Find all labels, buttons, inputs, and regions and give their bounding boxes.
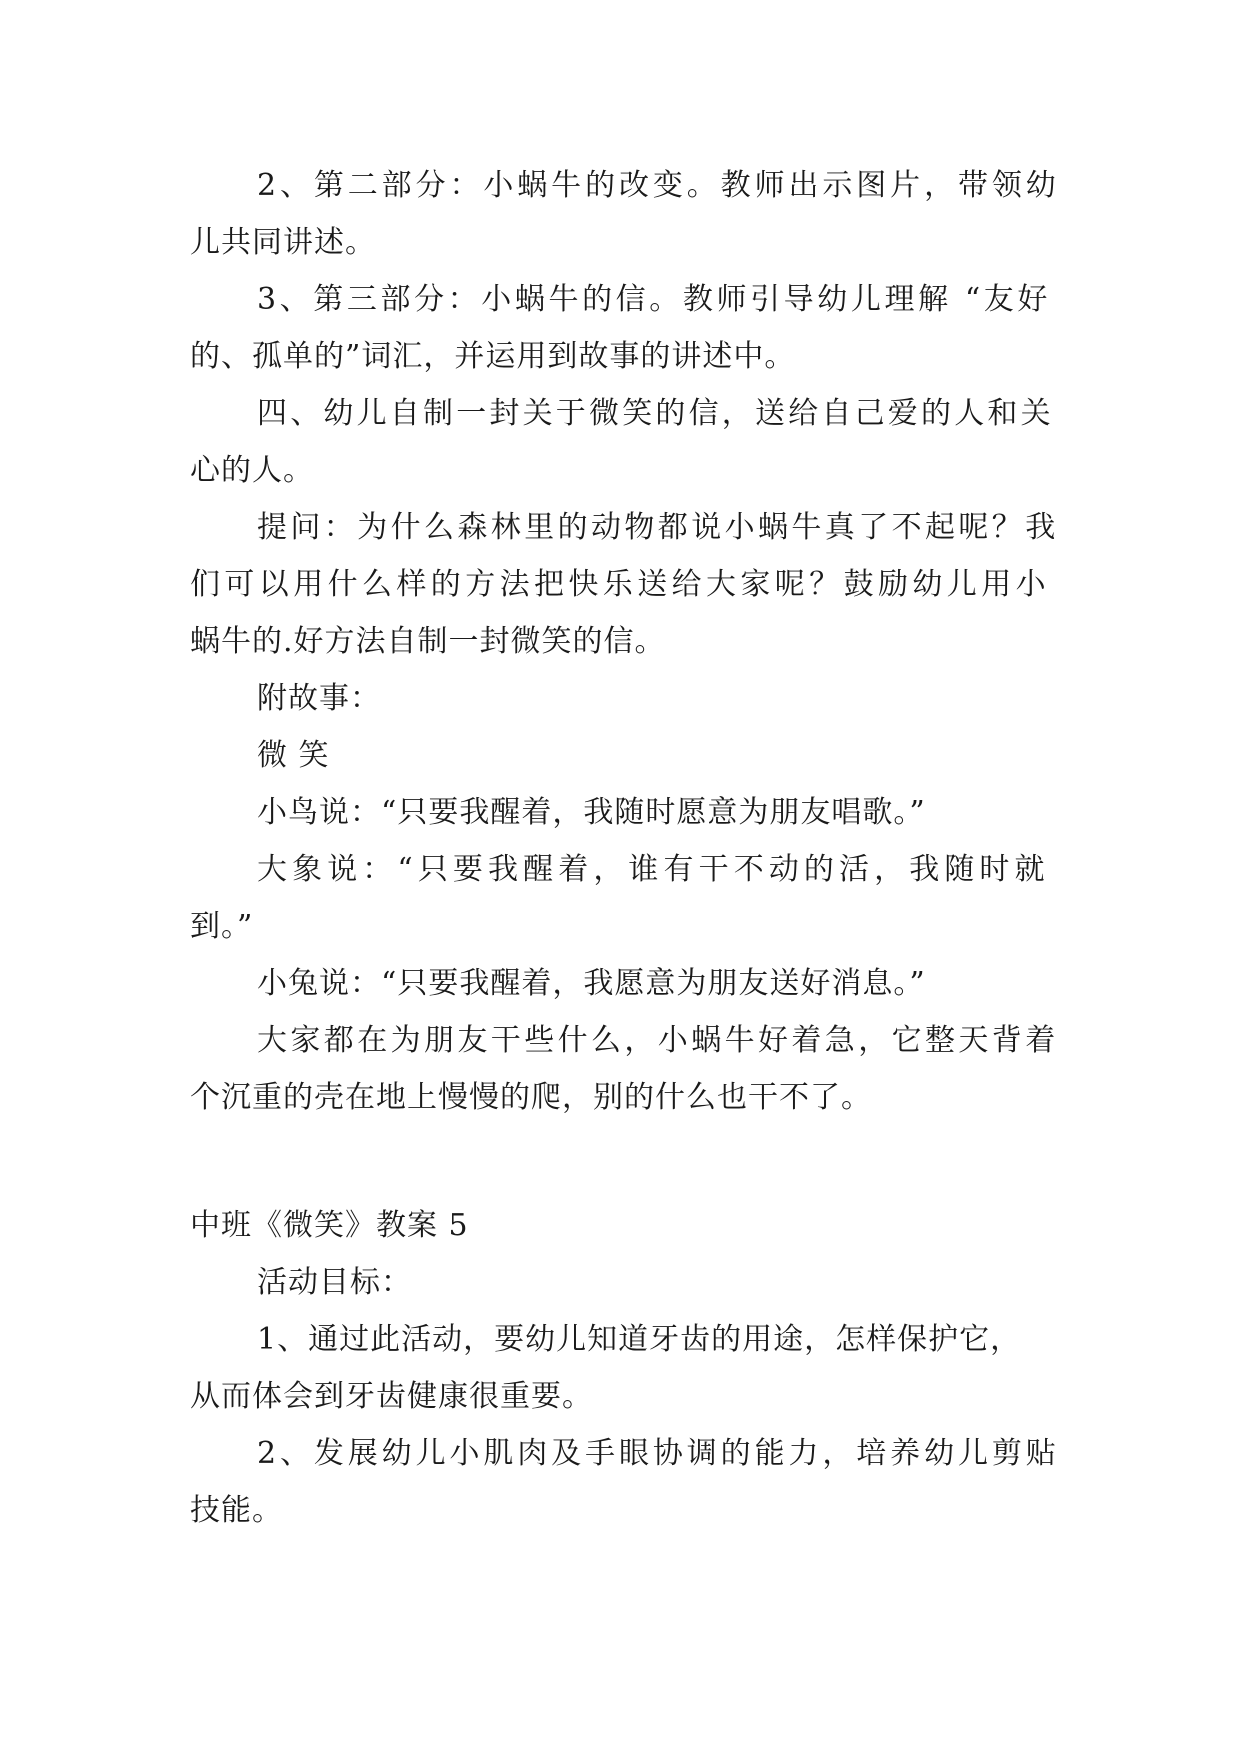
paragraph-line: 们可以用什么样的方法把快乐送给大家呢？鼓励幼儿用小 xyxy=(190,567,1050,602)
paragraph-line: 大家都在为朋友干些什么，小蜗牛好着急，它整天背着 xyxy=(257,1023,1059,1058)
paragraph-line: 3、第三部分：小蜗牛的信。教师引导幼儿理解 “友好 xyxy=(257,282,1051,317)
paragraph-line: 附故事： xyxy=(257,681,381,716)
paragraph-line: 到。” xyxy=(190,909,254,944)
section-heading: 中班《微笑》教案 5 xyxy=(190,1208,469,1243)
paragraph-line: 蜗牛的.好方法自制一封微笑的信。 xyxy=(190,624,666,659)
paragraph-line: 活动目标： xyxy=(257,1265,412,1300)
paragraph-line: 个沉重的壳在地上慢慢的爬，别的什么也干不了。 xyxy=(190,1080,872,1115)
paragraph-line: 的、孤单的”词汇，并运用到故事的讲述中。 xyxy=(190,339,796,374)
paragraph-line: 技能。 xyxy=(190,1493,283,1528)
paragraph-line: 从而体会到牙齿健康很重要。 xyxy=(190,1379,593,1414)
paragraph-line: 大象说：“只要我醒着，谁有干不动的活，我随时就 xyxy=(257,852,1050,887)
story-title: 微 笑 xyxy=(257,738,330,773)
paragraph-line: 2、发展幼儿小肌肉及手眼协调的能力，培养幼儿剪贴 xyxy=(257,1436,1060,1471)
paragraph-line: 小兔说：“只要我醒着，我愿意为朋友送好消息。” xyxy=(257,966,926,1001)
paragraph-line: 1、通过此活动，要幼儿知道牙齿的用途，怎样保护它， xyxy=(257,1322,1022,1357)
paragraph-line: 儿共同讲述。 xyxy=(190,225,376,260)
paragraph-line: 小鸟说：“只要我醒着，我随时愿意为朋友唱歌。” xyxy=(257,795,926,830)
paragraph-line: 提问：为什么森林里的动物都说小蜗牛真了不起呢？我 xyxy=(257,510,1059,545)
paragraph-line: 心的人。 xyxy=(190,453,314,488)
paragraph-line: 2、第二部分：小蜗牛的改变。教师出示图片，带领幼 xyxy=(257,168,1060,203)
paragraph-line: 四、幼儿自制一封关于微笑的信，送给自己爱的人和关 xyxy=(257,396,1054,431)
